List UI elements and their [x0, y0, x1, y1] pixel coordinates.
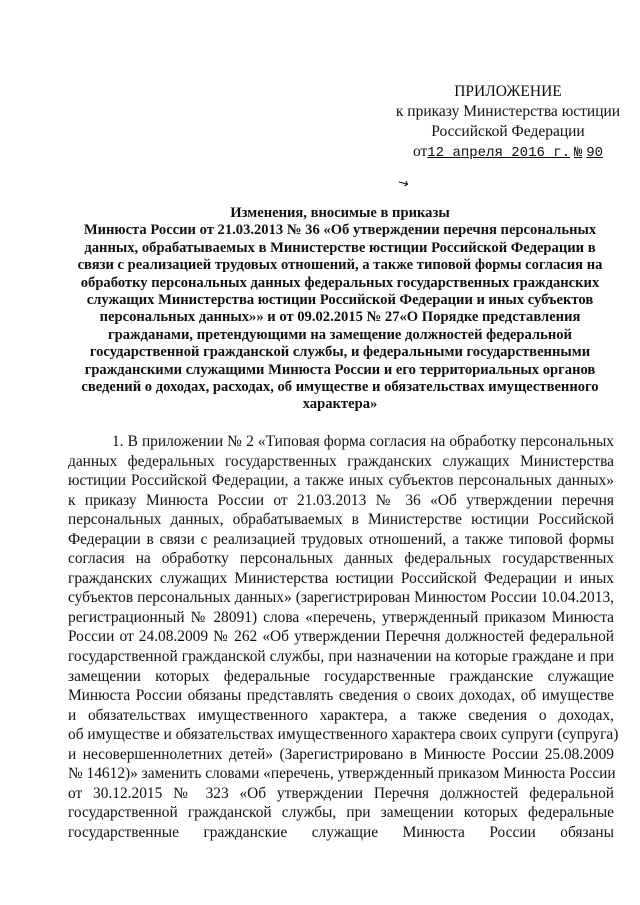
body-line: гражданских служащих Министерства юстиции Российской Федерации и иных	[68, 569, 614, 587]
annex-federation-line: Российской Федерации	[431, 123, 585, 140]
body-line: об имуществе и обязательствах имущественного характера своих супруги (супруга)	[68, 726, 619, 744]
annex-header	[388, 82, 628, 163]
body-line: и обязательствах имущественного характера, а также сведения о доходах,	[68, 706, 614, 724]
annex-order-line: к приказу Министерства юстиции	[395, 103, 621, 120]
document-body	[68, 432, 619, 842]
annex-title: ПРИЛОЖЕНИЕ	[454, 83, 562, 100]
body-line: и несовершеннолетних детей» (Зарегистрировано в Минюсте России 25.08.2009	[68, 745, 614, 763]
body-line: согласия на обработку персональных данных федеральных государственных	[68, 550, 614, 568]
document-heading	[68, 205, 612, 414]
body-line: государственной гражданской службы, при замещении которых федеральные	[68, 804, 614, 822]
body-line: юстиции Российской Федерации, а также иных субъектов персональных данных»	[68, 472, 614, 490]
body-line: 1. В приложении № 2 «Типовая форма согласия на обработку персональных	[112, 433, 614, 450]
heading-line: гражданскими служащими Минюста России и его территориальных органов	[84, 361, 596, 378]
number-value: 90	[586, 145, 604, 161]
heading-line: характера»	[302, 396, 378, 413]
body-line: замещении которых федеральные государственные гражданские служащие	[68, 667, 614, 685]
heading-line: сведений о доходах, расходах, об имуществе и обязательствах имущественного	[81, 379, 599, 396]
heading-line: персональных данных»» и от 09.02.2015 № 27«О Порядке представления	[99, 309, 581, 326]
number-sign: №	[573, 145, 583, 161]
heading-line: Изменения, вносимые в приказы	[230, 205, 450, 221]
heading-line: Минюста России от 21.03.2013 № 36 «Об утверждении перечня персональных	[83, 222, 597, 239]
annex-date-line	[388, 142, 628, 163]
date-prefix: от	[412, 143, 428, 160]
heading-line: государственной гражданской службы, и федеральными государственными	[89, 344, 591, 361]
body-line: № 14612)» заменить словами «перечень, утвержденный приказом Минюста России	[68, 765, 616, 783]
body-line: персональных данных, обрабатываемых в Министерстве юстиции Российской	[68, 511, 614, 529]
body-line: Федерации в связи с реализацией трудовых отношений, а также типовой формы	[68, 530, 614, 548]
body-line: России от 24.08.2009 № 262 «Об утверждении Перечня должностей федеральной	[68, 628, 614, 646]
heading-line: связи с реализацией трудовых отношений, а также типовой формы согласия на	[77, 257, 603, 274]
body-line: субъектов персональных данных» (зарегистрирован Минюстом России 10.04.2013,	[68, 589, 614, 607]
body-line: государственные гражданские служащие Минюста России обязаны	[68, 823, 614, 841]
body-line: к приказу Минюста России от 21.03.2013 № 36 «Об утверждении перечня	[68, 491, 614, 509]
body-line: Минюста России обязаны представлять сведения о своих доходах, об имуществе	[68, 687, 614, 705]
date-value: 12 апреля 2016 г.	[427, 145, 571, 161]
heading-line: данных, обрабатываемых в Министерстве юстиции Российской Федерации в	[84, 239, 596, 256]
body-line: регистрационный № 28091) слова «перечень, утвержденный приказом Минюста	[68, 608, 614, 626]
body-line: данных федеральных государственных гражданских служащих Министерства	[68, 452, 614, 470]
body-line: от 30.12.2015 № 323 «Об утверждении Перечня должностей федеральной	[68, 784, 614, 802]
ink-mark: ↘	[394, 174, 412, 193]
heading-line: служащих Министерства юстиции Российской Федерации и иных субъектов	[86, 292, 594, 309]
heading-line: обработку персональных данных федеральных государственных гражданских	[80, 274, 600, 291]
body-line: государственной гражданской службы, при назначении на которые граждане и при	[68, 648, 614, 666]
heading-line: гражданами, претендующими на замещение должностей федеральной	[108, 326, 572, 343]
